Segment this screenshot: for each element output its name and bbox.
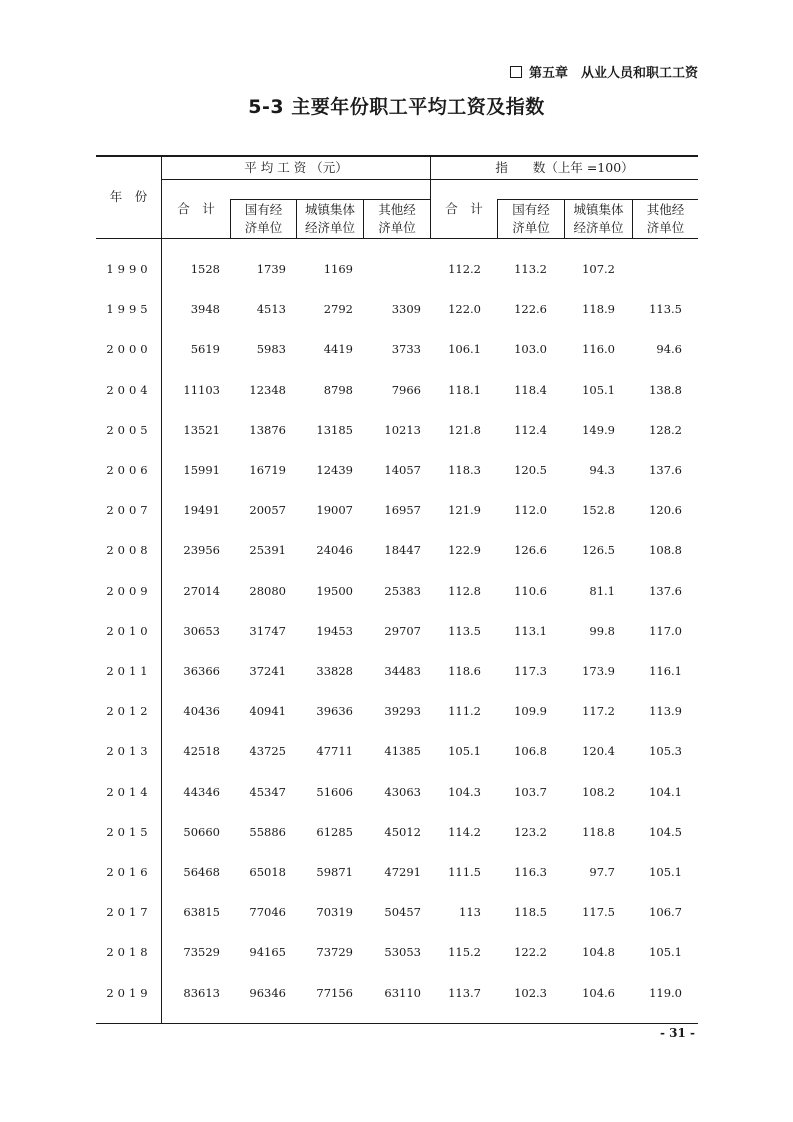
running-head — [510, 62, 698, 81]
header-bottom-rule — [96, 238, 698, 239]
header-year: 年 份 — [109, 189, 148, 204]
avg-wage-cell: 3309 — [391, 302, 421, 316]
avg-wage-cell: 43063 — [384, 785, 421, 799]
index-cell: 111.2 — [448, 704, 481, 718]
index-cell: 112.2 — [448, 262, 481, 276]
avg-wage-cell: 73729 — [316, 945, 353, 959]
square-icon — [510, 66, 522, 78]
avg-wage-cell: 15991 — [183, 463, 220, 477]
avg-wage-cell: 37241 — [249, 664, 286, 678]
avg-wage-cell: 25391 — [249, 543, 286, 557]
avg-wage-cell: 28080 — [249, 584, 286, 598]
header-idx-total: 合 计 — [445, 201, 483, 216]
index-cell: 116.1 — [649, 664, 682, 678]
avg-wage-cell — [361, 261, 421, 277]
index-cell: 106.1 — [448, 342, 481, 356]
index-cell — [622, 261, 682, 277]
avg-wage-cell: 55886 — [249, 825, 286, 839]
index-cell: 118.6 — [448, 664, 481, 678]
index-cell: 118.3 — [448, 463, 481, 477]
chapter-title: 第五章 从业人员和职工工资 — [528, 66, 698, 81]
avg-wage-cell: 63815 — [183, 905, 220, 919]
index-cell: 108.2 — [582, 785, 615, 799]
index-cell: 113.1 — [514, 624, 547, 638]
index-cell: 118.8 — [582, 825, 615, 839]
index-cell: 113.5 — [448, 624, 481, 638]
avg-wage-cell: 16957 — [384, 503, 421, 517]
avg-wage-cell: 10213 — [384, 423, 421, 437]
avg-wage-cell: 20057 — [249, 503, 286, 517]
row-year: 2010 — [106, 624, 152, 638]
index-cell: 104.5 — [649, 825, 682, 839]
avg-wage-cell: 42518 — [183, 744, 220, 758]
index-cell: 118.1 — [448, 383, 481, 397]
row-year: 2016 — [106, 865, 152, 879]
row-year: 2017 — [106, 905, 152, 919]
index-cell: 112.4 — [514, 423, 547, 437]
row-year: 2008 — [106, 543, 152, 557]
index-cell: 121.8 — [448, 423, 481, 437]
index-cell: 137.6 — [649, 584, 682, 598]
row-year: 2019 — [106, 986, 152, 1000]
avg-wage-cell: 50660 — [183, 825, 220, 839]
avg-wage-cell: 40436 — [183, 704, 220, 718]
index-cell: 99.8 — [589, 624, 615, 638]
index-cell: 120.5 — [514, 463, 547, 477]
row-year: 2005 — [106, 423, 152, 437]
index-cell: 116.0 — [582, 342, 615, 356]
avg-wage-cell: 1739 — [256, 262, 286, 276]
table-top-rule — [96, 155, 698, 157]
row-year: 2011 — [106, 664, 152, 678]
avg-wage-cell: 1169 — [323, 262, 353, 276]
avg-wage-cell: 63110 — [384, 986, 421, 1000]
index-cell: 138.8 — [649, 383, 682, 397]
index-cell: 119.0 — [649, 986, 682, 1000]
index-cell: 117.3 — [514, 664, 547, 678]
index-cell: 104.3 — [448, 785, 481, 799]
avg-wage-cell: 41385 — [384, 744, 421, 758]
avg-wage-cell: 73529 — [183, 945, 220, 959]
avg-wage-cell: 5983 — [256, 342, 286, 356]
avg-wage-cell: 16719 — [249, 463, 286, 477]
index-cell: 118.4 — [514, 383, 547, 397]
index-cell: 81.1 — [589, 584, 615, 598]
index-cell: 106.7 — [649, 905, 682, 919]
row-year: 2018 — [106, 945, 152, 959]
header-index: 指 数（上年 =100） — [495, 160, 634, 175]
index-cell: 126.6 — [514, 543, 547, 557]
header-avg-wage: 平 均 工 资 （元） — [244, 160, 348, 175]
avg-wage-cell: 19007 — [316, 503, 353, 517]
index-cell: 117.0 — [649, 624, 682, 638]
row-year: 2013 — [106, 744, 152, 758]
row-year: 2012 — [106, 704, 152, 718]
index-cell: 104.1 — [649, 785, 682, 799]
index-cell: 111.5 — [448, 865, 481, 879]
index-cell: 94.6 — [656, 342, 682, 356]
header-idx-other: 其他经 济单位 — [646, 202, 685, 235]
index-cell: 109.9 — [514, 704, 547, 718]
avg-wage-cell: 40941 — [249, 704, 286, 718]
index-cell: 103.7 — [514, 785, 547, 799]
row-year: 2009 — [106, 584, 152, 598]
index-cell: 103.0 — [514, 342, 547, 356]
avg-wage-cell: 12439 — [316, 463, 353, 477]
index-cell: 149.9 — [582, 423, 615, 437]
index-cell: 113.9 — [649, 704, 682, 718]
index-cell: 114.2 — [448, 825, 481, 839]
avg-wage-cell: 94165 — [249, 945, 286, 959]
avg-wage-cell: 24046 — [316, 543, 353, 557]
header-avg-state: 国有经 济单位 — [244, 202, 283, 235]
header-avg-other: 其他经 济单位 — [378, 202, 416, 235]
avg-wage-cell: 51606 — [316, 785, 353, 799]
avg-wage-cell: 12348 — [249, 383, 286, 397]
index-cell: 121.9 — [448, 503, 481, 517]
index-cell: 112.0 — [514, 503, 547, 517]
index-cell: 113.2 — [514, 262, 547, 276]
avg-wage-cell: 47291 — [384, 865, 421, 879]
avg-wage-cell: 53053 — [384, 945, 421, 959]
index-cell: 106.8 — [514, 744, 547, 758]
avg-wage-cell: 65018 — [249, 865, 286, 879]
avg-wage-cell: 13876 — [249, 423, 286, 437]
avg-wage-cell: 13185 — [316, 423, 353, 437]
index-cell: 108.8 — [649, 543, 682, 557]
index-cell: 110.6 — [514, 584, 547, 598]
avg-wage-cell: 5619 — [190, 342, 220, 356]
index-cell: 94.3 — [589, 463, 615, 477]
index-cell: 120.4 — [582, 744, 615, 758]
avg-wage-cell: 77156 — [316, 986, 353, 1000]
avg-wage-cell: 19453 — [316, 624, 353, 638]
avg-wage-cell: 61285 — [316, 825, 353, 839]
index-cell: 105.3 — [649, 744, 682, 758]
index-cell: 152.8 — [582, 503, 615, 517]
index-cell: 113.5 — [649, 302, 682, 316]
avg-wage-cell: 25383 — [384, 584, 421, 598]
avg-wage-cell: 19491 — [183, 503, 220, 517]
avg-wage-cell: 83613 — [183, 986, 220, 1000]
avg-wage-cell: 27014 — [183, 584, 220, 598]
row-year: 1995 — [106, 302, 152, 316]
index-cell: 115.2 — [448, 945, 481, 959]
index-cell: 102.3 — [514, 986, 547, 1000]
row-year: 2000 — [106, 342, 152, 356]
index-cell: 173.9 — [582, 664, 615, 678]
idx-sub-rule — [497, 199, 698, 200]
index-cell: 123.2 — [514, 825, 547, 839]
avg-wage-cell: 14057 — [384, 463, 421, 477]
row-year: 2006 — [106, 463, 152, 477]
header-idx-state: 国有经 济单位 — [512, 202, 550, 235]
row-year: 1990 — [106, 262, 152, 276]
avg-wage-cell: 33828 — [316, 664, 353, 678]
page-title: 5-3 主要年份职工平均工资及指数 — [248, 96, 545, 118]
index-cell: 105.1 — [582, 383, 615, 397]
index-cell: 126.5 — [582, 543, 615, 557]
index-cell: 122.6 — [514, 302, 547, 316]
avg-wage-cell: 3948 — [190, 302, 220, 316]
header-idx-collective: 城镇集体 经济单位 — [573, 202, 624, 235]
header-avg-total: 合 计 — [177, 201, 215, 216]
avg-wage-cell: 4513 — [256, 302, 286, 316]
row-year: 2014 — [106, 785, 152, 799]
index-cell: 118.9 — [582, 302, 615, 316]
page-number: - 31 - — [659, 1026, 695, 1040]
avg-wage-cell: 39636 — [316, 704, 353, 718]
index-cell: 104.8 — [582, 945, 615, 959]
avg-wage-cell: 31747 — [249, 624, 286, 638]
avg-wage-cell: 8798 — [323, 383, 353, 397]
avg-wage-cell: 59871 — [316, 865, 353, 879]
avg-wage-cell: 39293 — [384, 704, 421, 718]
avg-wage-cell: 36366 — [183, 664, 220, 678]
avg-wage-cell: 56468 — [183, 865, 220, 879]
index-cell: 128.2 — [649, 423, 682, 437]
index-cell: 120.6 — [649, 503, 682, 517]
table-bottom-rule — [96, 1023, 698, 1024]
avg-wage-cell: 3733 — [391, 342, 421, 356]
avg-wage-cell: 18447 — [384, 543, 421, 557]
avg-wage-cell: 34483 — [384, 664, 421, 678]
row-year: 2004 — [106, 383, 152, 397]
avg-wage-cell: 47711 — [316, 744, 353, 758]
avg-wage-cell: 70319 — [316, 905, 353, 919]
index-cell: 122.0 — [448, 302, 481, 316]
index-cell: 105.1 — [649, 865, 682, 879]
avg-wage-cell: 43725 — [249, 744, 286, 758]
index-cell: 116.3 — [514, 865, 547, 879]
index-cell: 105.1 — [649, 945, 682, 959]
index-cell: 113.7 — [448, 986, 481, 1000]
avg-wage-cell: 23956 — [183, 543, 220, 557]
index-cell: 112.8 — [448, 584, 481, 598]
avg-wage-cell: 13521 — [183, 423, 220, 437]
index-cell: 118.5 — [514, 905, 547, 919]
avg-wage-cell: 11103 — [183, 383, 220, 397]
index-cell: 137.6 — [649, 463, 682, 477]
avg-wage-cell: 77046 — [249, 905, 286, 919]
avg-wage-cell: 2792 — [323, 302, 353, 316]
avg-wage-cell: 1528 — [190, 262, 220, 276]
avg-wage-cell: 4419 — [323, 342, 353, 356]
avg-wage-cell: 29707 — [384, 624, 421, 638]
avg-sub-rule — [230, 199, 430, 200]
avg-wage-cell: 96346 — [249, 986, 286, 1000]
avg-wage-cell: 45012 — [384, 825, 421, 839]
row-year: 2007 — [106, 503, 152, 517]
avg-wage-cell: 30653 — [183, 624, 220, 638]
avg-wage-cell: 45347 — [249, 785, 286, 799]
index-cell: 117.2 — [582, 704, 615, 718]
index-cell: 113 — [459, 905, 481, 919]
index-cell: 105.1 — [448, 744, 481, 758]
avg-wage-cell: 7966 — [391, 383, 421, 397]
avg-wage-cell: 44346 — [183, 785, 220, 799]
index-cell: 117.5 — [582, 905, 615, 919]
header-avg-collective: 城镇集体 经济单位 — [304, 202, 355, 235]
row-year: 2015 — [106, 825, 152, 839]
index-cell: 107.2 — [582, 262, 615, 276]
avg-wage-cell: 50457 — [384, 905, 421, 919]
index-cell: 97.7 — [589, 865, 615, 879]
index-cell: 122.9 — [448, 543, 481, 557]
index-cell: 122.2 — [514, 945, 547, 959]
index-cell: 104.6 — [582, 986, 615, 1000]
avg-wage-cell: 19500 — [316, 584, 353, 598]
